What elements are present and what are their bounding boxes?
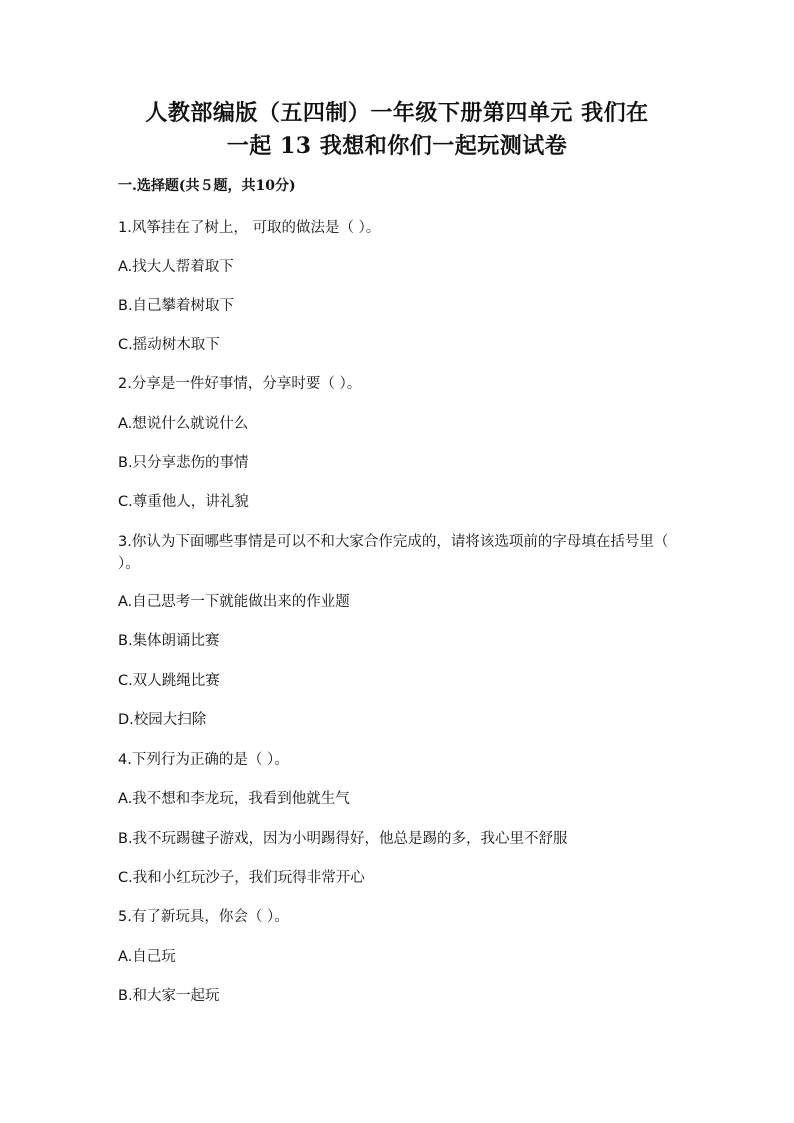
question-3-option-b: B.集体朗诵比赛 (118, 633, 220, 649)
question-5-option-b: B.和大家一起玩 (118, 988, 220, 1004)
question-5-stem: 5.有了新玩具，你会（ ）。 (118, 909, 289, 925)
question-2-option-c: C.尊重他人，讲礼貌 (118, 494, 249, 510)
exam-title-line-1: 人教部编版（五四制）一年级下册第四单元 我们在 (145, 100, 649, 126)
question-1-option-a: A.找大人帮着取下 (118, 259, 234, 275)
question-2-option-b: B.只分享悲伤的事情 (118, 455, 249, 471)
question-2-stem: 2.分享是一件好事情，分享时要（ ）。 (118, 376, 362, 392)
question-3-option-a: A.自己思考一下就能做出来的作业题 (118, 594, 350, 610)
question-4-option-c: C.我和小红玩沙子，我们玩得非常开心 (118, 870, 365, 886)
question-2-option-a: A.想说什么就说什么 (118, 416, 249, 432)
section-heading: 一.选择题(共５题，共10分) (118, 178, 296, 194)
question-4-stem: 4.下列行为正确的是（ ）。 (118, 752, 289, 768)
question-1-option-c: C.摇动树木取下 (118, 337, 220, 353)
question-4-option-a: A.我不想和李龙玩，我看到他就生气 (118, 791, 350, 807)
exam-title-line-2: 一起 13 我想和你们一起玩测试卷 (226, 133, 568, 159)
question-4-option-b: B.我不玩踢毽子游戏，因为小明踢得好，他总是踢的多，我心里不舒服 (118, 831, 568, 847)
question-3-stem: 3.你认为下面哪些事情是可以不和大家合作完成的，请将该选项前的字母填在括号里（ ）。 (118, 534, 669, 572)
question-5-option-a: A.自己玩 (118, 949, 176, 965)
question-3-option-c: C.双人跳绳比赛 (118, 673, 220, 689)
question-1-option-b: B.自己攀着树取下 (118, 298, 235, 314)
question-3-option-d: D.校园大扫除 (118, 712, 207, 728)
question-1-stem: 1.风筝挂在了树上， 可取的做法是（ ）。 (118, 220, 381, 236)
